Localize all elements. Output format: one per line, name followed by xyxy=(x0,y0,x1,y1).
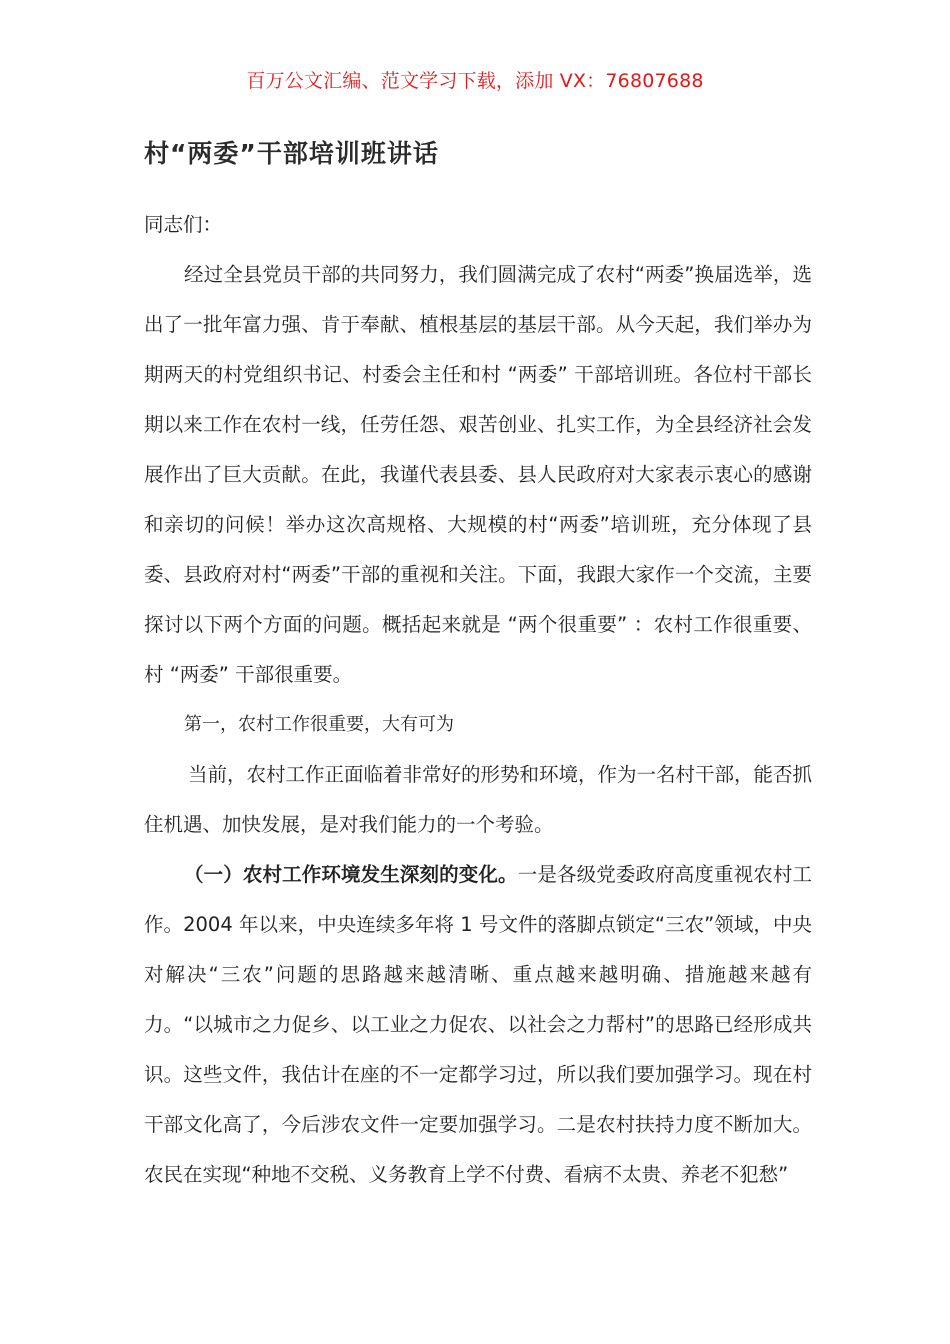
salutation: 同志们： xyxy=(144,213,223,236)
document-title: 村“两委”干部培训班讲话 xyxy=(144,139,439,168)
paragraph-1: 经过全县党员干部的共同努力，我们圆满完成了农村“两委”换届选举，选出了一批年富力强、肯于奉献、植根基层的基层干部。从今天起，我们举办为期两天的村党组织书记、村委会主任和村 “两委” 干部培训班。各位村干部长期以来工作在农村一线，任劳任怨、艰苦创业、扎实工作，为全县经济社会发展作出了巨大贡献。在此，我谨代表县委、县人民政府对大家表示衷心的感谢和亲切的问候！举办这次高规格、大规模的村“两委”培训班，充分体现了县委、县政府对村“两委”干部的重视和关注。下面，我跟大家作一个交流，主要探讨以下两个方面的问题。概括起来就是 “两个很重要” ：农村工作很重要、村 “两委” 干部很重要。 xyxy=(144,263,812,686)
subsection-1-label: （一）农村工作环境发生深刻的变化。 xyxy=(184,863,518,886)
paragraph-3 xyxy=(144,850,812,1200)
paragraph-2: 当前，农村工作正面临着非常好的形势和环境，作为一名村干部，能否抓住机遇、加快发展，是对我们能力的一个考验。 xyxy=(144,763,813,836)
document-body xyxy=(144,200,812,1200)
paragraph-3-text: 一是各级党委政府高度重视农村工作。2004 年以来，中央连续多年将 1 号文件的落脚点锁定“三农”领域，中央对解决“三农”问题的思路越来越清晰、重点越来越明确、措施越来越有力。“以城市之力促乡、以工业之力促农、以社会之力帮村”的思路已经形成共识。这些文件，我估计在座的不一定都学习过，所以我们要加强学习。现在村干部文化高了，今后涉农文件一定要加强学习。二是农村扶持力度不断加大。农民在实现“种地不交税、义务教育上学不付费、看病不太贵、养老不犯愁” xyxy=(144,863,812,1186)
section-1-heading: 第一，农村工作很重要，大有可为 xyxy=(184,714,454,735)
header-banner: 百万公文汇编、范文学习下载，添加 VX：76807688 xyxy=(246,70,704,92)
